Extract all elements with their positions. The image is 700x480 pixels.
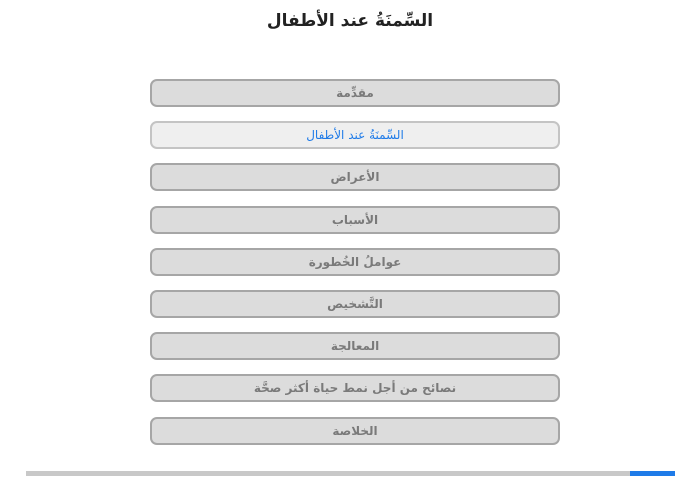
menu-item-childhood-obesity[interactable]: السِّمنَةُ عند الأطفال bbox=[150, 121, 560, 149]
menu-item-diagnosis[interactable]: التَّشخيص bbox=[150, 290, 560, 318]
menu-item-treatment[interactable]: المعالجة bbox=[150, 332, 560, 360]
menu-item-symptoms[interactable]: الأعراض bbox=[150, 163, 560, 191]
menu-item-risk-factors[interactable]: عواملُ الخُطورة bbox=[150, 248, 560, 276]
menu-item-causes[interactable]: الأسباب bbox=[150, 206, 560, 234]
progress-bar bbox=[26, 471, 675, 476]
menu-item-summary[interactable]: الخلاصة bbox=[150, 417, 560, 445]
page-title: السِّمنَةُ عند الأطفال bbox=[266, 11, 434, 31]
menu-item-introduction[interactable]: مقدِّمة bbox=[150, 79, 560, 107]
menu-item-healthy-lifestyle-tips[interactable]: نصائح من أجل نمط حياة أكثر صحَّة bbox=[150, 374, 560, 402]
topic-menu bbox=[150, 79, 560, 459]
progress-fill bbox=[630, 471, 675, 476]
